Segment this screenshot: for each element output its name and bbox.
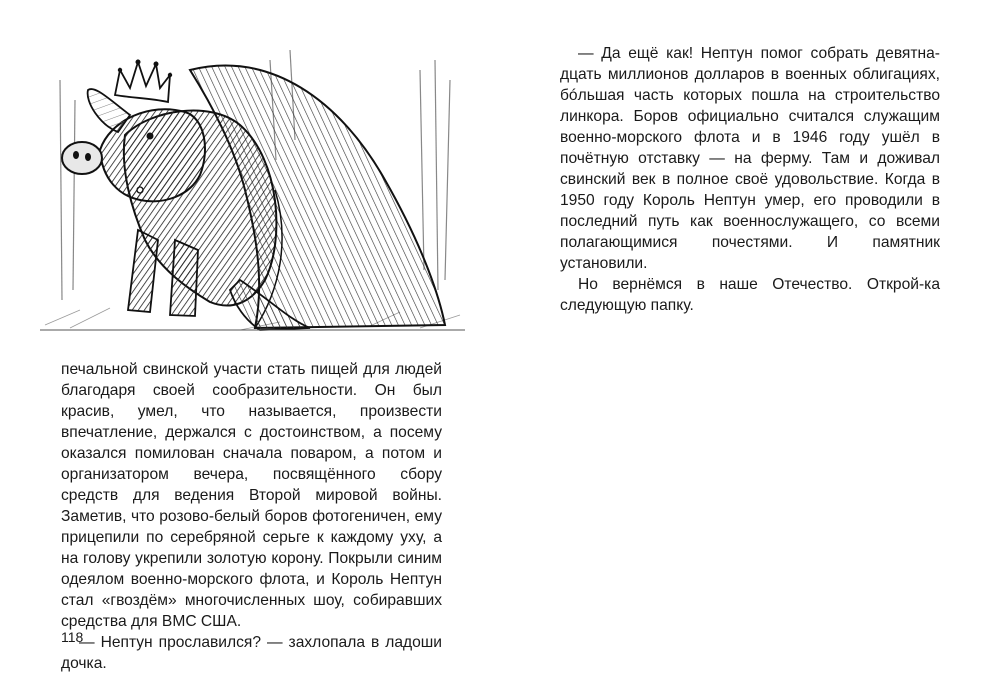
paragraph: Но вернёмся в наше Отечество. Открой-ка следующую папку. <box>560 276 940 314</box>
left-page-text <box>61 359 442 674</box>
page-number: 118 <box>61 629 84 645</box>
paragraph: — Нептун прославился? — захлопала в ладоши дочка. <box>61 634 442 672</box>
paragraph: печальной свинской участи стать пищей для людей благодаря своей сообразительности. Он был красив, умел, что называется, произвести впечатление, держался с достоинством, а посему оказался помилован сначала поваром, а потом и организатором вечера, посвящённого сбору средств для ведения Второй мировой войны. Заметив, что розово-белый боров фотогеничен, ему прицепили по серебряной серьге к каждому уху, а на голову укрепили золотую корону. Покрыли синим одеялом военно-морского флота, и Король Нептун стал «гвоздём» многочисленных шоу, собиравших средства для ВМС США. <box>61 361 442 630</box>
right-page-text <box>560 43 940 316</box>
right-page <box>500 0 1000 677</box>
paragraph: — Да ещё как! Нептун помог собрать девятнадцать миллионов долларов в военных облигациях, бóльшая часть которых пошла на строительство линкора. Боров официально считался служащим военно-морского флота и в 1946 году ушёл в почётную отставку — на ферму. Там и доживал свинский век в полное своё удовольствие. Когда в 1950 году Король Нептун умер, его проводили в последний путь как военнослужащего, со всеми полагающимися почестями. И памятник установили. <box>560 45 940 272</box>
pig-illustration <box>40 40 465 332</box>
